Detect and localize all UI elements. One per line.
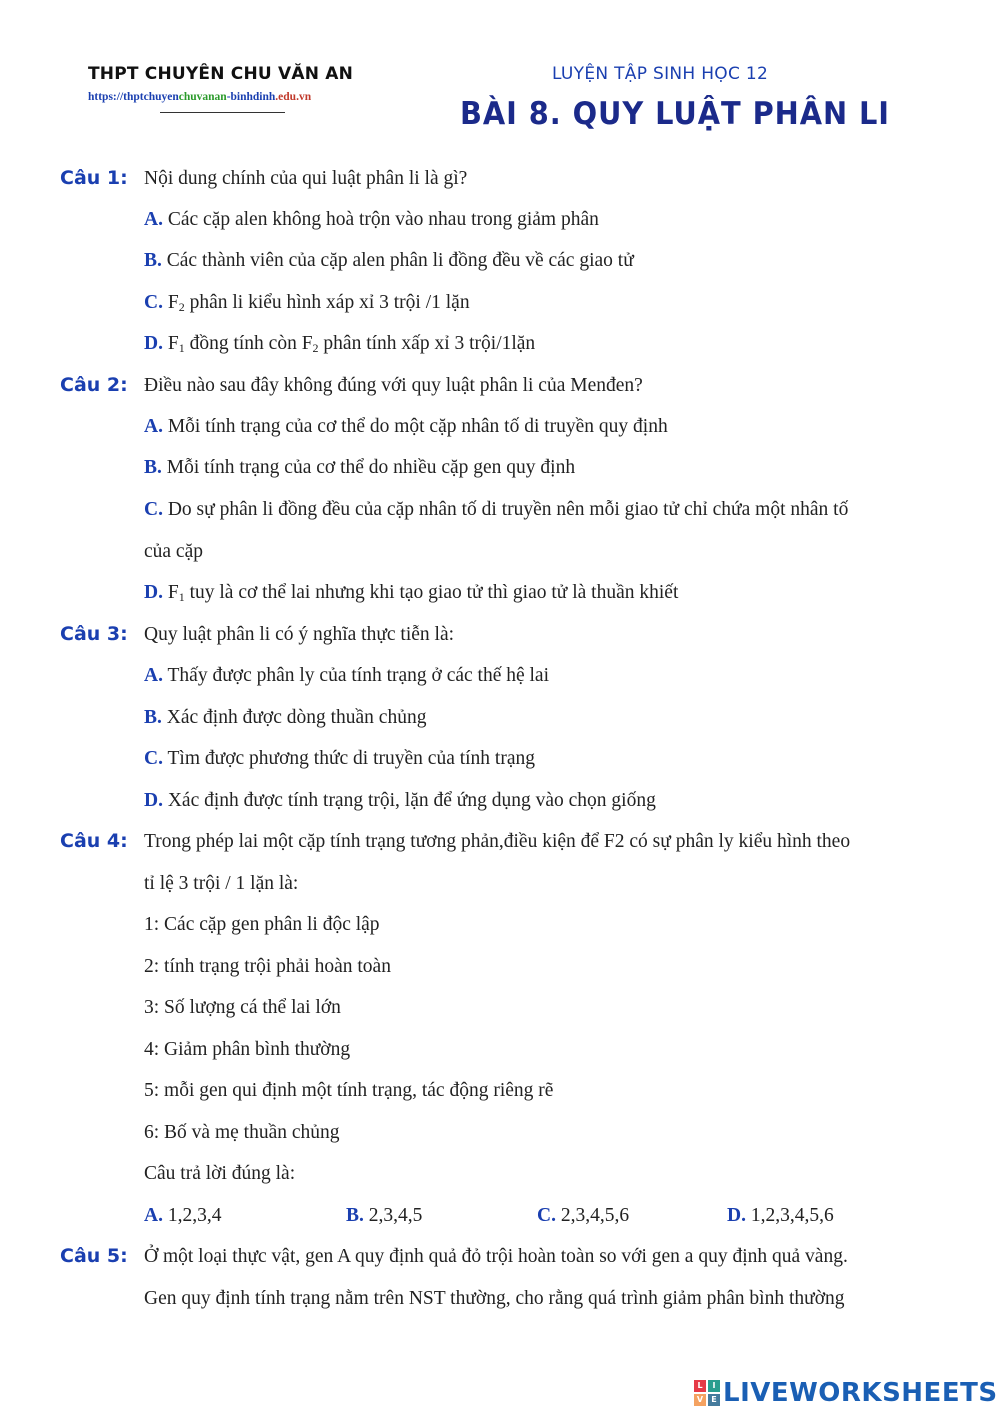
q1-option-b-text: Các thành viên của cặp alen phân li đồng đều về các giao tử [166,250,634,271]
q4-option-d-text: 1,2,3,4,5,6 [750,1205,834,1226]
q2-d-f: F [167,582,179,603]
q4-option-b-label: B. [346,1205,364,1226]
q1-d-sub1: 1 [178,341,185,355]
q4-condition-3: 3: Số lượng cá thể lai lớn [144,997,341,1018]
q1-d-f1: F [167,333,179,354]
q3-option-d[interactable] [144,789,656,813]
url-part-3: -binhdinh [226,91,276,103]
logo-letter-l: L [694,1380,706,1392]
header-divider [160,112,285,113]
q1-option-a-label: A. [144,209,163,230]
q2-option-c[interactable] [144,498,848,522]
q1-option-d[interactable] [144,332,535,356]
q2-option-a-text: Mỗi tính trạng của cơ thể do một cặp nhân tố di truyền quy định [167,416,668,437]
q3-option-d-label: D. [144,790,163,811]
q3-option-b-label: B. [144,707,162,728]
q2-option-d-label: D. [144,582,163,603]
q4-option-a[interactable] [144,1204,221,1228]
q2-option-c-text: Do sự phân li đồng đều của cặp nhân tố di truyền nên mỗi giao tử chỉ chứa một nhân tố [167,499,849,520]
question-1-text: Nội dung chính của qui luật phân li là gì? [144,168,468,189]
school-url[interactable] [88,91,311,103]
q4-option-b-text: 2,3,4,5 [368,1205,423,1226]
liveworksheets-brand: LIVEWORKSHEETS [723,1378,998,1408]
q4-condition-4: 4: Giảm phân bình thường [144,1039,351,1060]
q4-condition-1: 1: Các cặp gen phân li độc lập [144,914,380,935]
q1-option-d-text: phân tính xấp xỉ 3 trội/1lặn [323,333,536,354]
q4-answer-prompt: Câu trả lời đúng là: [144,1163,296,1184]
q2-option-b-text: Mỗi tính trạng của cơ thể do nhiều cặp gen quy định [166,457,576,478]
q3-option-a[interactable] [144,664,549,688]
url-part-2: chuvanan [178,91,227,103]
url-part-1: https://thptchuyen [88,91,179,103]
q4-option-c[interactable] [537,1204,629,1228]
subject-title: LUYỆN TẬP SINH HỌC 12 [552,64,769,84]
q4-condition-2: 2: tính trạng trội phải hoàn toàn [144,956,391,977]
q1-option-b[interactable] [144,249,634,273]
q2-option-b[interactable] [144,456,575,480]
question-4-label: Câu 4: [60,830,128,852]
q1-d-mid: đồng tính còn F [189,333,313,354]
q1-c-sub: 2 [178,300,185,314]
q1-option-c[interactable] [144,291,470,315]
q1-option-c-label: C. [144,292,163,313]
q4-option-d[interactable] [727,1204,834,1228]
lesson-title: BÀI 8. QUY LUẬT PHÂN LI [460,96,890,132]
q3-option-a-text: Thấy được phân ly của tính trạng ở các thế hệ lai [167,665,550,686]
q2-option-c-label: C. [144,499,163,520]
q4-condition-5: 5: mỗi gen qui định một tính trạng, tác động riêng rẽ [144,1080,554,1101]
q3-option-a-label: A. [144,665,163,686]
question-2-text: Điều nào sau đây không đúng với quy luật phân li của Menđen? [144,375,643,396]
q1-option-b-label: B. [144,250,162,271]
q3-option-c-label: C. [144,748,163,769]
question-1-label: Câu 1: [60,167,128,189]
question-4-text: Trong phép lai một cặp tính trạng tương phản,điều kiện để F2 có sự phân ly kiểu hình theo [144,831,851,852]
liveworksheets-logo-icon [694,1380,720,1406]
q3-option-b[interactable] [144,706,426,730]
url-part-4: .edu.vn [275,91,312,103]
q4-option-d-label: D. [727,1205,746,1226]
q2-option-b-label: B. [144,457,162,478]
q1-option-a[interactable] [144,208,599,232]
school-name: THPT CHUYÊN CHU VĂN AN [88,64,354,84]
q1-option-c-text: phân li kiểu hình xáp xỉ 3 trội /1 lặn [189,292,470,313]
q1-d-sub2: 2 [312,341,319,355]
q1-c-f: F [167,292,179,313]
question-4-text-continued: tỉ lệ 3 trội / 1 lặn là: [144,873,299,894]
question-5-text: Ở một loại thực vật, gen A quy định quả đỏ trội hoàn toàn so với gen a quy định quả vàng. [144,1246,848,1267]
q2-option-d[interactable] [144,581,678,605]
q3-option-c[interactable] [144,747,535,771]
q2-d-sub: 1 [178,590,185,604]
q2-option-a-label: A. [144,416,163,437]
q4-option-a-text: 1,2,3,4 [167,1205,222,1226]
question-5-label: Câu 5: [60,1245,128,1267]
q2-option-c-continued: của cặp [144,541,203,562]
q4-condition-6: 6: Bố và mẹ thuần chủng [144,1122,340,1143]
q2-option-a[interactable] [144,415,668,439]
logo-letter-v: V [694,1394,706,1406]
q4-option-c-label: C. [537,1205,556,1226]
q1-option-a-text: Các cặp alen không hoà trộn vào nhau trong giảm phân [167,209,599,230]
question-5-text-continued: Gen quy định tính trạng nằm trên NST thường, cho rằng quá trình giảm phân bình thường [144,1288,845,1309]
q1-option-d-label: D. [144,333,163,354]
liveworksheets-footer[interactable] [694,1376,998,1410]
logo-letter-e: E [708,1394,720,1406]
q4-option-b[interactable] [346,1204,422,1228]
question-2-label: Câu 2: [60,374,128,396]
q3-option-c-text: Tìm được phương thức di truyền của tính trạng [167,748,536,769]
q3-option-d-text: Xác định được tính trạng trội, lặn để ứng dụng vào chọn giống [167,790,656,811]
logo-letter-i: I [708,1380,720,1392]
question-3-text: Quy luật phân li có ý nghĩa thực tiễn là: [144,624,455,645]
q3-option-b-text: Xác định được dòng thuần chủng [166,707,427,728]
q2-option-d-text: tuy là cơ thể lai nhưng khi tạo giao tử thì giao tử là thuần khiết [189,582,679,603]
q4-option-a-label: A. [144,1205,163,1226]
q4-option-c-text: 2,3,4,5,6 [560,1205,630,1226]
question-3-label: Câu 3: [60,623,128,645]
